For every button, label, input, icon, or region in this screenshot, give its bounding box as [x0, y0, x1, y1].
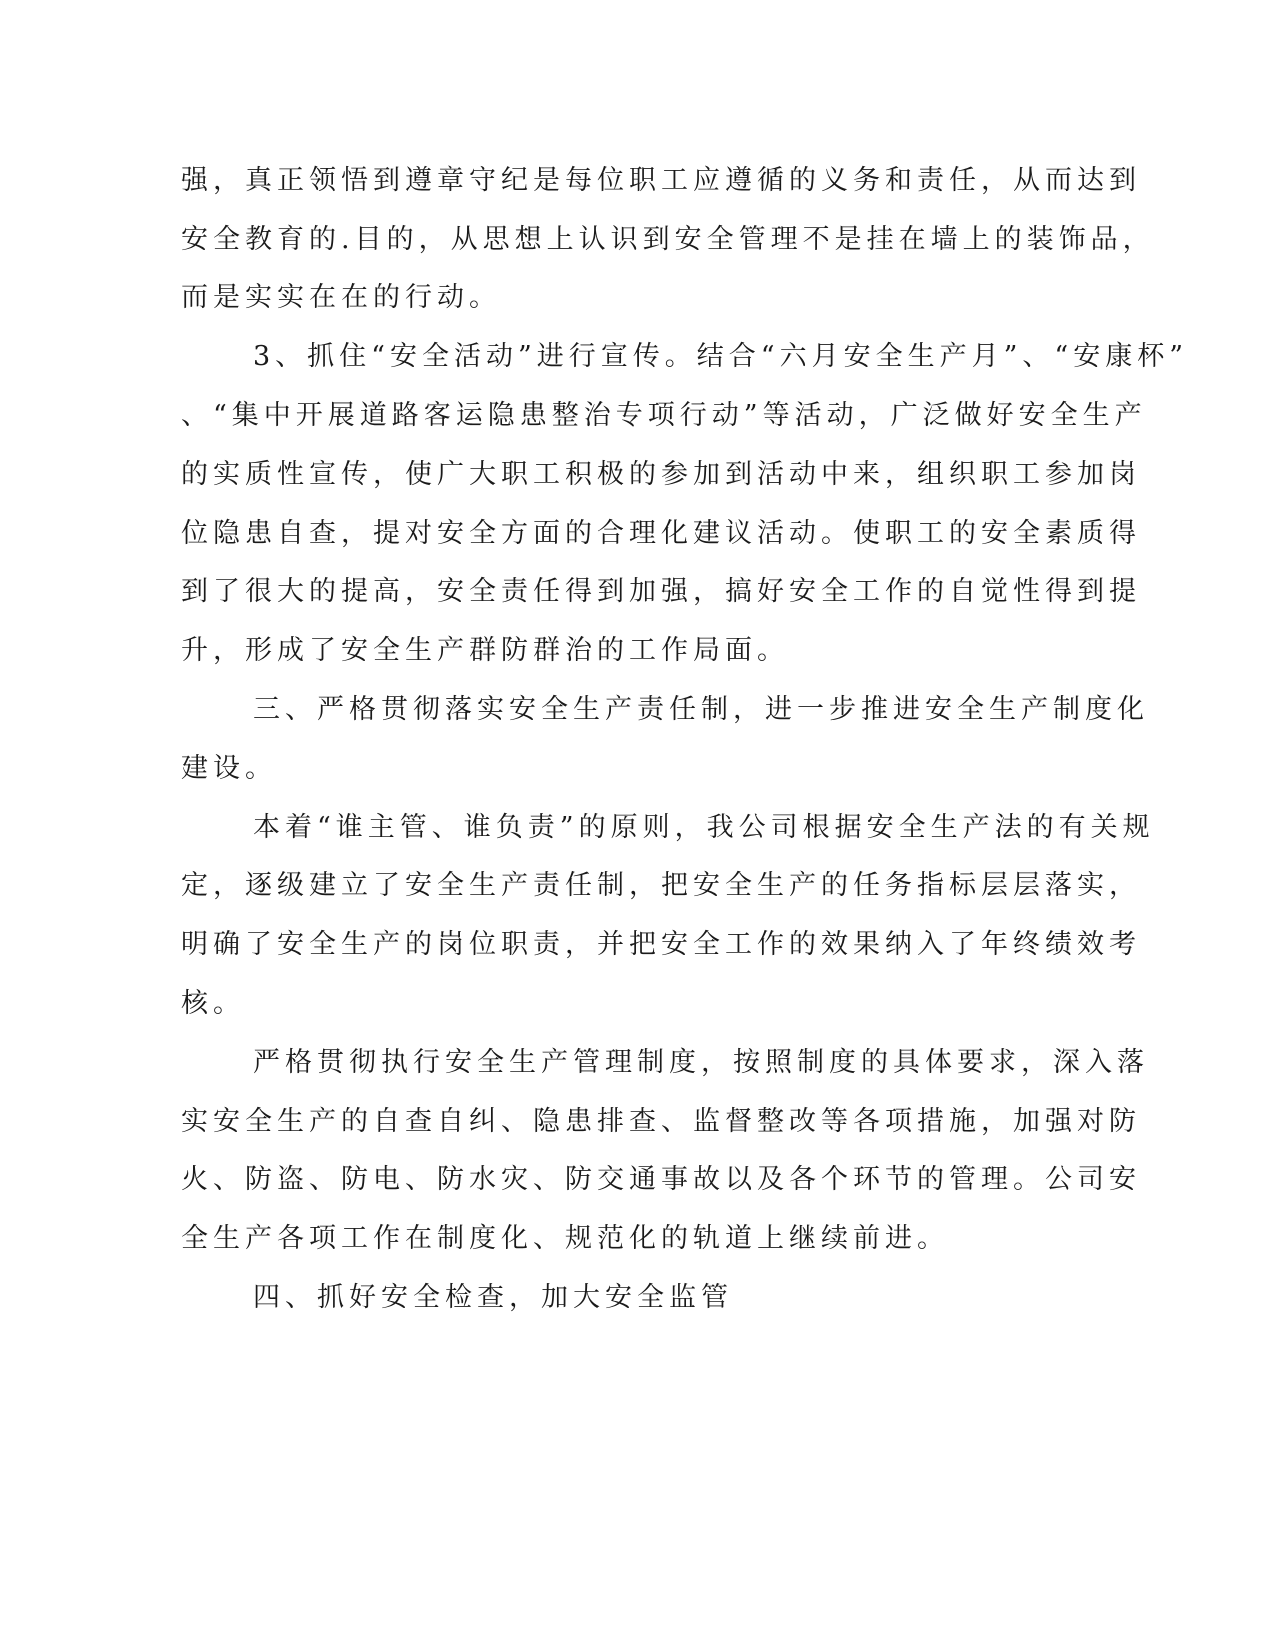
- text-line: 强，真正领悟到遵章守纪是每位职工应遵循的义务和责任，从而达到: [181, 165, 1141, 196]
- text-line: 升，形成了安全生产群防群治的工作局面。: [181, 635, 789, 666]
- section-heading-line: 四、抓好安全检查，加大安全监管: [253, 1282, 733, 1313]
- text-line: 而是实实在在的行动。: [181, 282, 501, 313]
- text-line: 位隐患自查，提对安全方面的合理化建议活动。使职工的安全素质得: [181, 518, 1141, 549]
- text-line: 的实质性宣传，使广大职工积极的参加到活动中来，组织职工参加岗: [181, 459, 1141, 490]
- section-heading-line: 三、严格贯彻落实安全生产责任制，进一步推进安全生产制度化: [253, 694, 1149, 725]
- paragraph-start-line: 严格贯彻执行安全生产管理制度，按照制度的具体要求，深入落: [253, 1047, 1149, 1078]
- text-line: 实安全生产的自查自纠、隐患排查、监督整改等各项措施，加强对防: [181, 1106, 1141, 1137]
- text-line: 火、防盗、防电、防水灾、防交通事故以及各个环节的管理。公司安: [181, 1164, 1141, 1195]
- text-line: 全生产各项工作在制度化、规范化的轨道上继续前进。: [181, 1223, 949, 1254]
- paragraph-start-line: 本着“谁主管、谁负责”的原则，我公司根据安全生产法的有关规: [253, 812, 1155, 843]
- text-line: 安全教育的.目的，从思想上认识到安全管理不是挂在墙上的装饰品，: [181, 224, 1155, 255]
- text-line: 到了很大的提高，安全责任得到加强，搞好安全工作的自觉性得到提: [181, 576, 1141, 607]
- text-line: 明确了安全生产的岗位职责，并把安全工作的效果纳入了年终绩效考: [181, 929, 1141, 960]
- text-line: 定，逐级建立了安全生产责任制，把安全生产的任务指标层层落实，: [181, 870, 1141, 901]
- paragraph-start-line: 3、抓住“安全活动”进行宣传。结合“六月安全生产月”、“安康杯”: [253, 341, 1188, 372]
- section-heading-line: 建设。: [181, 753, 277, 784]
- text-line: 、“集中开展道路客运隐患整治专项行动”等活动，广泛做好安全生产: [181, 400, 1147, 431]
- text-line: 核。: [181, 988, 245, 1019]
